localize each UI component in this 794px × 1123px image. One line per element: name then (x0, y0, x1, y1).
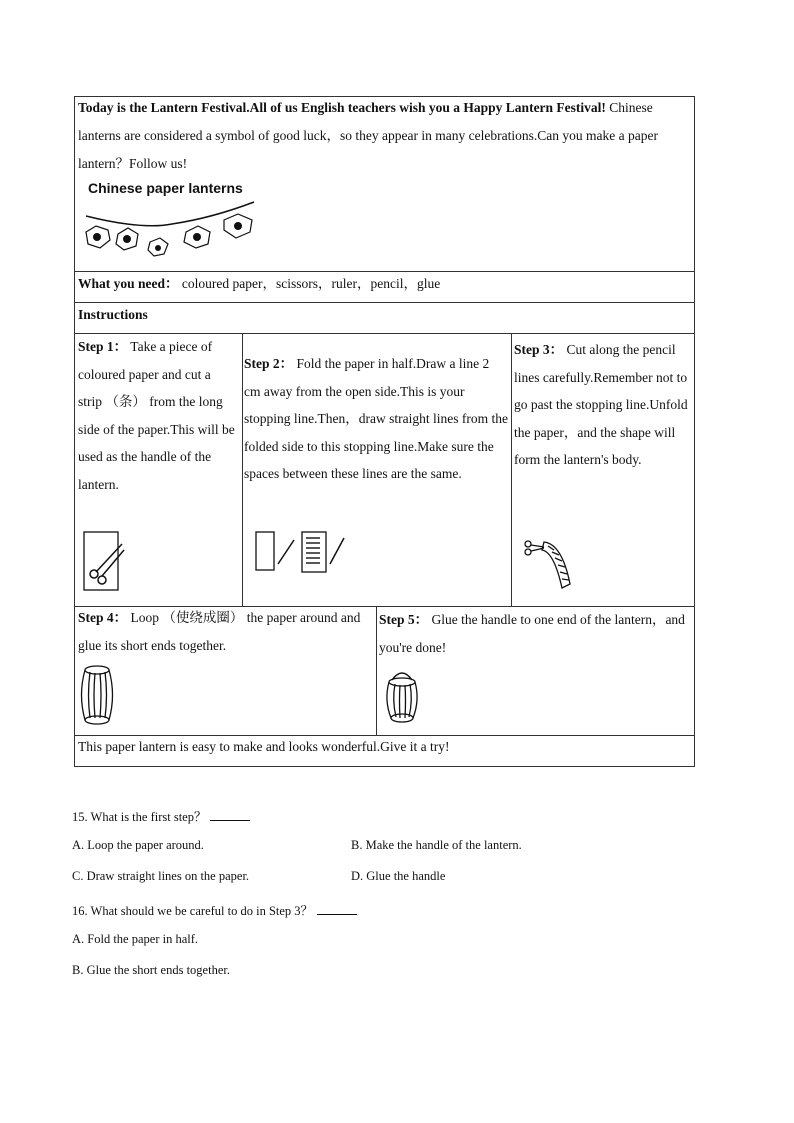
step-1-cell (74, 333, 242, 498)
closing-text: This paper lantern is easy to make and looks wonderful.Give it a try! (78, 739, 450, 754)
q16-option-b[interactable]: B. Glue the short ends together. (72, 963, 230, 977)
step-5-label: Step 5： (379, 612, 429, 627)
fold-paper-illustration (254, 528, 350, 574)
step-4-cell (74, 604, 376, 660)
instructions-cell (74, 301, 695, 329)
looped-lantern-illustration (80, 664, 116, 726)
step-2-cell (242, 350, 511, 488)
figure-caption: Chinese paper lanterns (88, 180, 243, 196)
closing-cell (74, 734, 695, 760)
lanterns-illustration (82, 198, 262, 260)
step-4-label: Step 4： (78, 610, 128, 625)
q15-option-c[interactable]: C. Draw straight lines on the paper. (72, 869, 250, 883)
needs-items: coloured paper，scissors，ruler，pencil，glue (178, 276, 441, 291)
step-4-text: Loop （使绕成圈） the paper around and glue its short ends together. (78, 610, 361, 653)
intro-text: Chinese lanterns are considered a symbol of good luck，so they appear in many celebrations.Can you make a paper lantern？Follow us! (78, 100, 658, 171)
intro-title: Today is the Lantern Festival.All of us English teachers wish you a Happy Lantern Festival! (78, 100, 606, 115)
question-16 (72, 901, 357, 919)
intro-cell (74, 94, 695, 178)
step-3-cell (511, 336, 695, 474)
q15-option-a[interactable]: A. Loop the paper around. (72, 838, 204, 852)
q16-option-a[interactable]: A. Fold the paper in half. (72, 932, 199, 946)
needs-cell (74, 270, 695, 298)
q15-option-b[interactable]: B. Make the handle of the lantern. (351, 838, 522, 852)
cutting-strips-illustration (522, 536, 578, 592)
needs-label: What you need： (78, 276, 179, 291)
question-15-text: What is the first step？ (87, 810, 207, 824)
step-3-text: Cut along the pencil lines carefully.Remember not to go past the stopping line.Unfold the paper，and the shape will form the lantern's body. (514, 342, 688, 467)
step-1-text: Take a piece of coloured paper and cut a strip （条） from the long side of the paper.This will be used as the handle of the lantern. (78, 339, 235, 492)
question-16-number: 16. (72, 904, 88, 918)
answer-blank[interactable] (210, 808, 250, 821)
step-3-label: Step 3： (514, 342, 564, 357)
question-15 (72, 807, 250, 825)
step-5-text: Glue the handle to one end of the lantern，and you're done! (379, 612, 685, 655)
answer-blank[interactable] (317, 902, 357, 915)
question-15-number: 15. (72, 810, 88, 824)
question-16-text: What should we be careful to do in Step 3？ (87, 904, 314, 918)
scissors-paper-illustration (82, 530, 130, 594)
step-5-cell (376, 606, 695, 661)
q15-option-d[interactable]: D. Glue the handle (351, 869, 446, 883)
finished-lantern-illustration (384, 668, 420, 724)
step-2-label: Step 2： (244, 356, 294, 371)
step-2-text: Fold the paper in half.Draw a line 2 cm away from the open side.This is your stopping line.Then，draw straight lines from the folded side to this stopping line.Make sure the spaces between these lines are the same. (244, 356, 508, 481)
step-1-label: Step 1： (78, 339, 128, 354)
instructions-label: Instructions (78, 307, 148, 322)
